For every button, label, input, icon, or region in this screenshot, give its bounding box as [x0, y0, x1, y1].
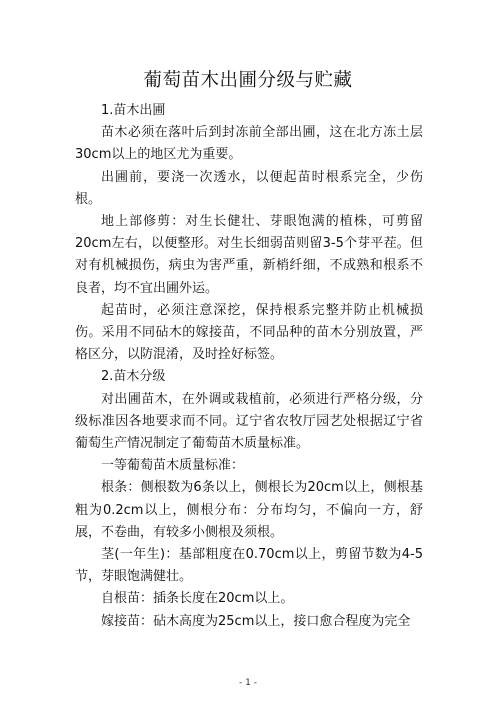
paragraph: 起苗时，必须注意深挖，保持根系完整并防止机械损伤。采用不同砧木的嫁接苗，不同品种的苗木分别放置，严格区分，以防混淆，及时拴好标签。	[75, 302, 423, 363]
page-title: 葡萄苗木出圃分级与贮藏	[143, 70, 353, 91]
paragraph: 自根苗：插条长度在20cm以上。	[101, 591, 294, 607]
section-heading: 1.苗木出圃	[101, 103, 166, 118]
section-heading: 2.苗木分级	[101, 369, 166, 385]
paragraph: 地上部修剪：对生长健壮、芽眼饱满的植株，可剪留20cm左右，以便整形。对生长细弱苗则留3-5个芽平茬。但对有机械损伤，病虫为害严重，新梢纤细，不成熟和根系不良者，均不宜出圃外运。	[75, 214, 423, 296]
paragraph: 嫁接苗：砧木高度为25cm以上，接口愈合程度为完全	[101, 613, 411, 629]
paragraph: 出圃前，要浇一次透水，以便起苗时根系完全，少伤根。	[75, 169, 423, 207]
paragraph: 茎(一年生)：基部粗度在0.70cm以上，剪留节数为4-5节，芽眼饱满健壮。	[75, 547, 423, 585]
paragraph: 苗木必须在落叶后到封冻前全部出圃，这在北方冻土层30cm以上的地区尤为重要。	[75, 125, 423, 163]
page-number: - 1 -	[239, 678, 257, 688]
paragraph: 一等葡萄苗木质量标准：	[101, 458, 245, 474]
document-body	[75, 100, 423, 633]
paragraph: 对出圃苗木，在外调或栽植前，必须进行严格分级，分级标准因各地要求而不同。辽宁省农牧厅园艺处根据辽宁省葡萄生产情况制定了葡萄苗木质量标准。	[75, 391, 423, 452]
paragraph: 根条：侧根数为6条以上，侧根长为20cm以上，侧根基粗为0.2cm以上，侧根分布：分布均匀，不偏向一方，舒展，不卷曲，有较多小侧根及须根。	[75, 480, 423, 540]
